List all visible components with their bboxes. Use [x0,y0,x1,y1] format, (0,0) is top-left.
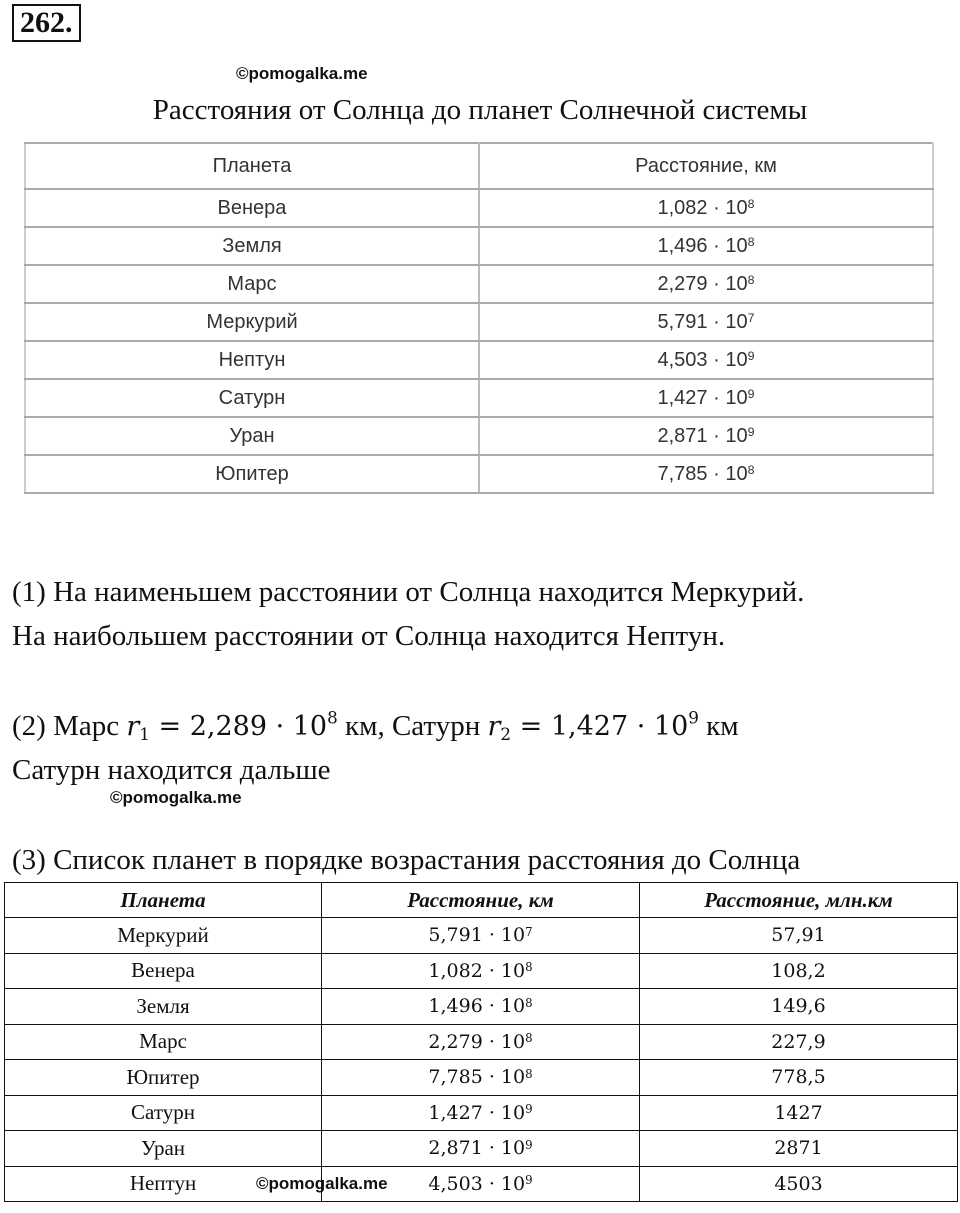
watermark: ©pomogalka.me [236,64,368,83]
planet-cell: Венера [5,953,322,989]
planet-cell: Нептун [25,341,479,379]
distance-cell: $2,871 \cdot 10^9$ [479,417,933,455]
answer-1-line-2: На наибольшем расстоянии от Солнца находится Нептун. [12,620,726,652]
mantissa: 4,503 [428,1172,483,1195]
distance-km-cell: $7,785 \cdot 10^8$ [322,1060,640,1096]
distance-cell: $1,427 \cdot 10^9$ [479,379,933,417]
distance-mln-km-cell: 108,2 [640,953,958,989]
sorted-distance-table [4,882,958,1202]
watermark: ©pomogalka.me [256,1174,388,1193]
mantissa: 1,427 [657,386,708,409]
problem-number: 262. [12,4,81,42]
table-row [5,918,958,954]
watermark: ©pomogalka.me [110,788,242,807]
planet-cell: Меркурий [25,303,479,341]
planet-cell: Венера [25,189,479,227]
distance-km-cell: $4,503 \cdot 10^9$ [322,1166,640,1202]
mantissa: 7,785 [428,1066,483,1089]
answer-3-caption: (3) Список планет в порядке возрастания расстояния до Солнца [12,844,801,876]
table-header-row [5,883,958,918]
table-row [5,953,958,989]
distance-km-cell: $5,791 \cdot 10^7$ [322,918,640,954]
r2-value: = 1,427 · 10 [511,711,689,742]
table-row [5,1131,958,1167]
table-row [5,1166,958,1202]
header-distance: Расстояние, км [479,143,933,189]
distance-cell: $4,503 \cdot 10^9$ [479,341,933,379]
table-row [25,227,933,265]
table-row [5,1095,958,1131]
distance-mln-km-cell: 1427 [640,1095,958,1131]
header-distance-km: Расстояние, км [322,883,640,918]
planet-cell: Юпитер [25,455,479,493]
mantissa: 1,082 [428,959,483,982]
distance-cell: $5,791 \cdot 10^7$ [479,303,933,341]
exponent: 9 [525,1173,533,1188]
answer-2-conclusion: Сатурн находится дальше [12,754,331,786]
exponent: 8 [747,234,755,249]
planet-cell: Марс [25,265,479,303]
planet-cell: Уран [5,1131,322,1167]
exponent: 8 [525,1066,533,1081]
mantissa: 5,791 [657,310,708,333]
header-planet: Планета [5,883,322,918]
exponent: 8 [525,1031,533,1046]
table-row [25,189,933,227]
exponent: 8 [747,272,755,287]
r2-formula [487,707,699,745]
distance-table [24,142,934,494]
table-row [25,341,933,379]
answer-2-suffix: км [698,710,739,742]
header-distance-mln-km: Расстояние, млн.км [640,883,958,918]
planet-cell: Сатурн [5,1095,322,1131]
exponent: 8 [747,462,755,477]
table-row [5,1060,958,1096]
r2-subscript: 2 [500,724,512,745]
table-row [5,989,958,1025]
r1-variable: r [126,711,140,742]
r1-exponent: 8 [327,707,338,728]
r2-exponent: 9 [688,707,699,728]
table-title: Расстояния от Солнца до планет Солнечной системы [152,94,808,126]
mantissa: 2,279 [657,272,708,295]
answer-2-formula [12,708,739,745]
distance-km-cell: $2,871 \cdot 10^9$ [322,1131,640,1167]
exponent: 9 [525,1102,533,1117]
mantissa: 4,503 [657,348,708,371]
planet-cell: Земля [5,989,322,1025]
distance-mln-km-cell: 57,91 [640,918,958,954]
answer-2-mid: км, Сатурн [337,710,488,742]
distance-cell: $2,279 \cdot 10^8$ [479,265,933,303]
distance-mln-km-cell: 778,5 [640,1060,958,1096]
r1-formula [126,707,338,745]
exponent: 8 [525,995,533,1010]
table-row [25,379,933,417]
exponent: 8 [747,196,755,211]
header-planet: Планета [25,143,479,189]
mantissa: 1,082 [657,196,708,219]
planet-cell: Меркурий [5,918,322,954]
exponent: 7 [525,924,533,939]
answer-1-line-1: (1) На наименьшем расстоянии от Солнца находится Меркурий. [12,576,805,608]
table-row [25,303,933,341]
exponent: 8 [525,960,533,975]
planet-cell: Юпитер [5,1060,322,1096]
mantissa: 2,279 [428,1030,483,1053]
distance-km-cell: $1,082 \cdot 10^8$ [322,953,640,989]
exponent: 9 [525,1137,533,1152]
table-header-row [25,143,933,189]
answer-2-prefix: (2) Марс [12,710,127,742]
mantissa: 1,427 [428,1101,483,1124]
r2-variable: r [487,711,501,742]
r1-value: = 2,289 · 10 [149,711,328,742]
planet-cell: Уран [25,417,479,455]
exponent: 9 [747,386,755,401]
table-row [5,1024,958,1060]
mantissa: 1,496 [657,234,708,257]
mantissa: 2,871 [428,1137,483,1160]
exponent: 9 [747,424,755,439]
mantissa: 5,791 [428,924,483,947]
table-row [25,265,933,303]
mantissa: 7,785 [657,462,708,485]
distance-cell: $1,082 \cdot 10^8$ [479,189,933,227]
exponent: 9 [747,348,755,363]
mantissa: 2,871 [657,424,708,447]
table-row [25,417,933,455]
planet-cell: Нептун [5,1166,322,1202]
mantissa: 1,496 [428,995,483,1018]
distance-km-cell: $1,427 \cdot 10^9$ [322,1095,640,1131]
planet-cell: Земля [25,227,479,265]
planet-cell: Сатурн [25,379,479,417]
exponent: 7 [747,310,755,325]
distance-km-cell: $1,496 \cdot 10^8$ [322,989,640,1025]
r1-subscript: 1 [139,724,150,745]
distance-km-cell: $2,279 \cdot 10^8$ [322,1024,640,1060]
table-row [25,455,933,493]
distance-mln-km-cell: 2871 [640,1131,958,1167]
distance-mln-km-cell: 227,9 [640,1024,958,1060]
distance-cell: $1,496 \cdot 10^8$ [479,227,933,265]
distance-cell: $7,785 \cdot 10^8$ [479,455,933,493]
distance-mln-km-cell: 4503 [640,1166,958,1202]
distance-mln-km-cell: 149,6 [640,989,958,1025]
planet-cell: Марс [5,1024,322,1060]
